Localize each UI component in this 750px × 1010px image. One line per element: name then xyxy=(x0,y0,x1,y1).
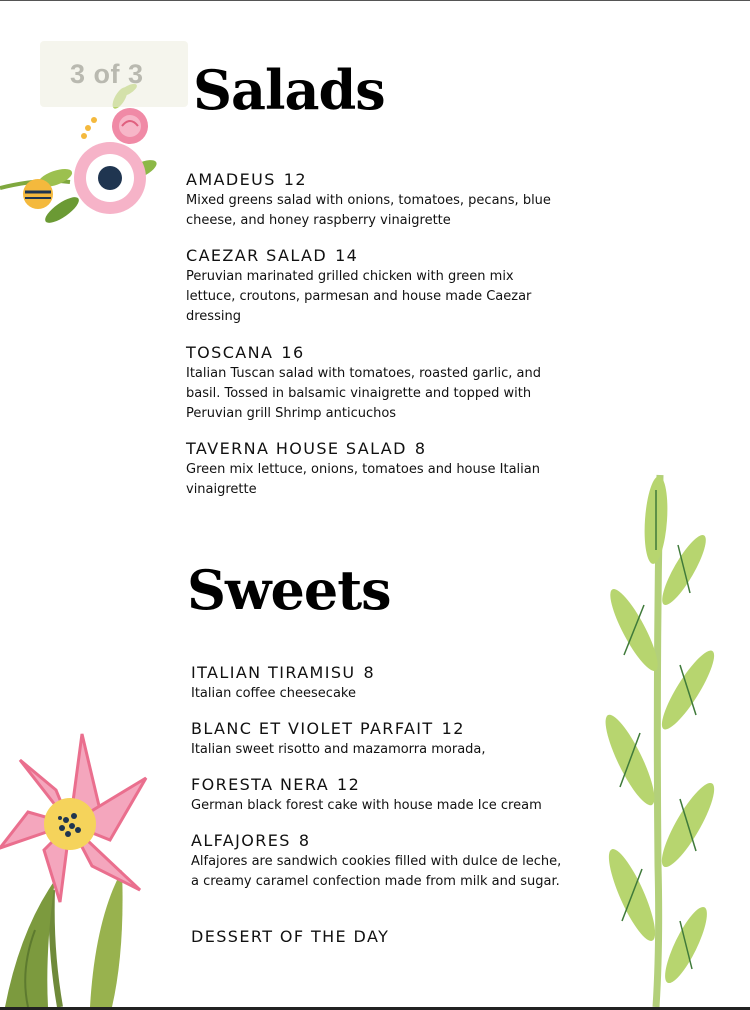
item-name: AMADEUS xyxy=(186,170,276,189)
item-name: CAEZAR SALAD xyxy=(186,246,328,265)
item-description: Green mix lettuce, onions, tomatoes and house Italian vinaigrette xyxy=(186,462,540,497)
sweets-heading: Sweets xyxy=(187,558,391,622)
item-name: TOSCANA xyxy=(186,343,274,362)
menu-item xyxy=(186,343,566,424)
item-name: BLANC ET VIOLET PARFAIT xyxy=(191,719,434,738)
item-price: 12 xyxy=(441,719,465,738)
item-price: 8 xyxy=(363,663,376,682)
item-description: Italian sweet risotto and mazamorra morada, xyxy=(191,742,486,757)
item-name: ALFAJORES xyxy=(191,831,291,850)
item-price: 8 xyxy=(298,831,311,850)
item-description: Mixed greens salad with onions, tomatoes, pecans, blue cheese, and honey raspberry vinaigrette xyxy=(186,193,551,228)
lily-flower-illustration xyxy=(0,730,150,1007)
menu-item xyxy=(186,170,566,231)
item-description: Italian Tuscan salad with tomatoes, roasted garlic, and basil. Tossed in balsamic vinaigrette and topped with Peruvian grill Shrimp anticuchos xyxy=(186,366,541,421)
item-price: 16 xyxy=(281,343,305,362)
menu-item xyxy=(186,246,566,327)
menu-item xyxy=(191,927,571,947)
menu-item xyxy=(191,719,571,760)
item-description: Italian coffee cheesecake xyxy=(191,686,356,701)
top-border xyxy=(0,0,750,1)
leafy-branch-illustration xyxy=(600,465,720,1007)
item-name: ITALIAN TIRAMISU xyxy=(191,663,356,682)
item-price: 12 xyxy=(283,170,307,189)
menu-item xyxy=(191,831,571,892)
menu-item xyxy=(191,775,571,816)
item-price: 12 xyxy=(337,775,361,794)
page-indicator-label: 3 of 3 xyxy=(70,59,144,89)
item-price: 8 xyxy=(414,439,427,458)
item-name: DESSERT OF THE DAY xyxy=(191,927,390,946)
salads-heading: Salads xyxy=(193,58,385,122)
item-name: TAVERNA HOUSE SALAD xyxy=(186,439,407,458)
item-description: German black forest cake with house made Ice cream xyxy=(191,798,542,813)
menu-item xyxy=(186,439,566,500)
item-description: Alfajores are sandwich cookies filled with dulce de leche, a creamy caramel confection made from milk and sugar. xyxy=(191,854,562,889)
item-price: 14 xyxy=(335,246,359,265)
item-description: Peruvian marinated grilled chicken with green mix lettuce, croutons, parmesan and house made Caezar dressing xyxy=(186,269,532,324)
page-indicator xyxy=(40,41,188,107)
menu-item xyxy=(191,663,571,704)
item-name: FORESTA NERA xyxy=(191,775,330,794)
